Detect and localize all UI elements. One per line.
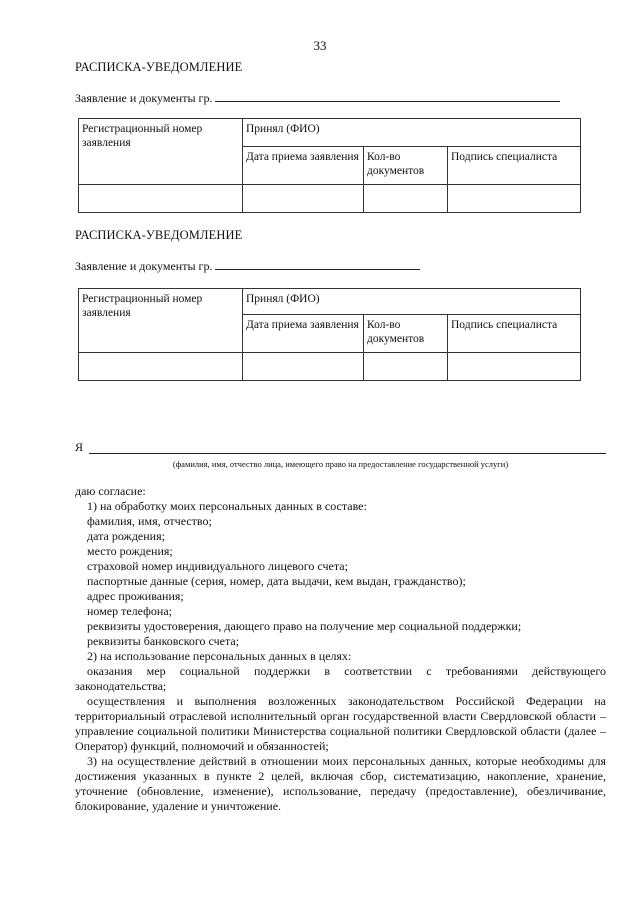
- consent-text: [75, 484, 606, 814]
- receipt-2-statement-row: [75, 258, 420, 274]
- signature-header: Подпись специалиста: [448, 315, 581, 353]
- data-list-item: реквизиты банковского счета;: [87, 634, 240, 648]
- data-list-item: дата рождения;: [87, 529, 165, 543]
- date-cell[interactable]: [243, 185, 364, 213]
- fio-blank[interactable]: [89, 453, 606, 454]
- accepted-header: Принял (ФИО): [243, 289, 581, 315]
- count-header: Кол-во документов: [364, 147, 448, 185]
- data-list-item: номер телефона;: [87, 604, 173, 618]
- page-number: 33: [313, 38, 327, 53]
- consent-item-2: 2) на использование персональных данных в целях:: [87, 649, 352, 663]
- data-list-item: фамилия, имя, отчество;: [87, 514, 212, 528]
- data-list-item: место рождения;: [87, 544, 173, 558]
- reg-number-cell[interactable]: [79, 185, 243, 213]
- accepted-header: Принял (ФИО): [243, 119, 581, 147]
- signature-cell[interactable]: [448, 185, 581, 213]
- count-cell[interactable]: [364, 185, 448, 213]
- receipt-1-title: РАСПИСКА-УВЕДОМЛЕНИЕ: [75, 60, 243, 74]
- ya-label: Я: [75, 440, 84, 454]
- purpose-1: оказания мер социальной поддержки в соответствии с требованиями действующего законодательства;: [75, 664, 606, 693]
- count-cell[interactable]: [364, 353, 448, 381]
- ya-caption: (фамилия, имя, отчество лица, имеющего право на предоставление государственной услуги): [172, 459, 509, 469]
- date-header: Дата приема заявления: [243, 315, 364, 353]
- reg-number-header: Регистрационный номер заявления: [79, 119, 243, 185]
- count-header: Кол-во документов: [364, 315, 448, 353]
- consent-intro: даю согласие:: [75, 484, 146, 498]
- date-header: Дата приема заявления: [243, 147, 364, 185]
- signature-header: Подпись специалиста: [448, 147, 581, 185]
- consent-item-1: 1) на обработку моих персональных данных в составе:: [87, 499, 367, 513]
- receipt-2-name-blank[interactable]: [215, 258, 420, 270]
- receipt-1-statement-row: [75, 90, 560, 106]
- reg-number-cell[interactable]: [79, 353, 243, 381]
- signature-cell[interactable]: [448, 353, 581, 381]
- receipt-2-statement-label: Заявление и документы гр.: [75, 259, 213, 273]
- receipt-1-name-blank[interactable]: [215, 90, 560, 102]
- reg-number-header: Регистрационный номер заявления: [79, 289, 243, 353]
- consent-item-3: 3) на осуществление действий в отношении моих персональных данных, которые необходимы для достижения указанных в пункте 2 целей, включая сбор, систематизацию, накопление, хранение, уточнение (обновление, изменение), использование, передачу (предоставление), обезличивание, блокирование, удаление и уничтожение.: [75, 754, 606, 813]
- receipt-1-table: [78, 118, 581, 213]
- ya-row: [75, 440, 606, 455]
- receipt-1-statement-label: Заявление и документы гр.: [75, 91, 213, 105]
- data-list-item: паспортные данные (серия, номер, дата выдачи, кем выдан, гражданство);: [87, 574, 466, 588]
- receipt-2-table: [78, 288, 581, 381]
- purpose-2: осуществления и выполнения возложенных законодательством Российской Федерации на территориальный отраслевой исполнительный орган государственной власти Свердловской области – управление социальной политики Министерства социальной политики Свердловской области (далее – Оператор) функций, полномочий и обязанностей;: [75, 694, 606, 753]
- data-list-item: адрес проживания;: [87, 589, 184, 603]
- date-cell[interactable]: [243, 353, 364, 381]
- data-list-item: реквизиты удостоверения, дающего право на получение мер социальной поддержки;: [87, 619, 522, 633]
- receipt-2-title: РАСПИСКА-УВЕДОМЛЕНИЕ: [75, 228, 243, 242]
- data-list-item: страховой номер индивидуального лицевого счета;: [87, 559, 348, 573]
